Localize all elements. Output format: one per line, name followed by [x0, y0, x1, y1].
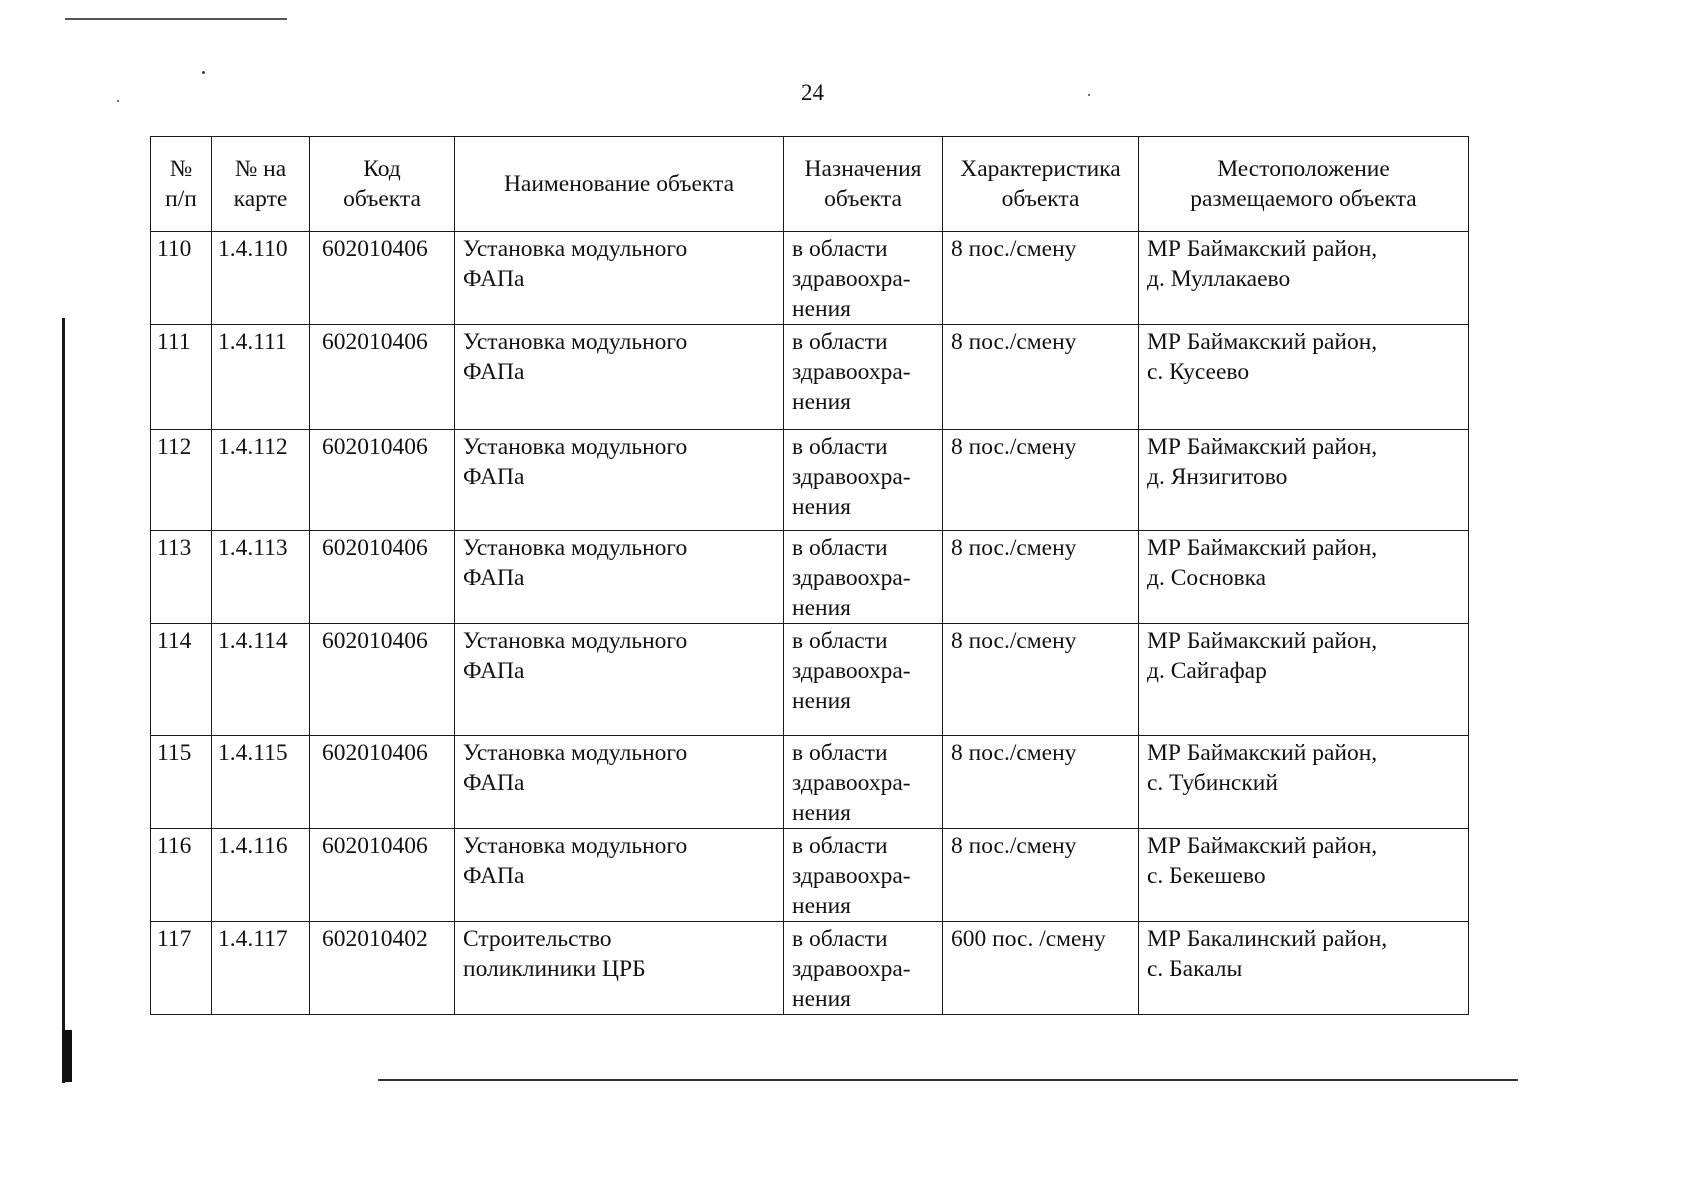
cell-object-code: 602010406 [310, 325, 455, 430]
cell-object-code: 602010406 [310, 531, 455, 624]
cell-object-location [1139, 325, 1469, 430]
cell-line: Установка модульного [463, 434, 688, 460]
table-row [151, 430, 1469, 531]
cell-object-purpose [784, 922, 943, 1015]
cell-line: нения [792, 494, 851, 520]
cell-object-location [1139, 531, 1469, 624]
cell-object-characteristic: 8 пос./смену [943, 430, 1139, 531]
cell-object-code: 602010406 [310, 232, 455, 325]
cell-line: МР Баймакский район, [1147, 740, 1378, 766]
header-object-code [310, 137, 455, 232]
cell-object-name [455, 829, 784, 922]
cell-line: ФАПа [463, 565, 525, 591]
cell-line: в области [792, 926, 888, 952]
cell-line: нения [792, 595, 851, 621]
table-row [151, 232, 1469, 325]
cell-map-number: 1.4.113 [212, 531, 310, 624]
cell-object-purpose [784, 531, 943, 624]
header-map-number [212, 137, 310, 232]
header-line: Местоположение [1217, 156, 1390, 182]
cell-line: МР Баймакский район, [1147, 434, 1378, 460]
cell-line: здравоохра- [792, 956, 911, 982]
header-line: размещаемого объекта [1190, 186, 1417, 212]
cell-row-number: 114 [151, 624, 212, 736]
cell-object-purpose [784, 325, 943, 430]
cell-line: ФАПа [463, 464, 525, 490]
cell-object-characteristic: 8 пос./смену [943, 829, 1139, 922]
cell-object-characteristic: 8 пос./смену [943, 624, 1139, 736]
header-line: объекта [824, 186, 902, 212]
cell-line: нения [792, 986, 851, 1012]
cell-row-number: 113 [151, 531, 212, 624]
cell-line: в области [792, 329, 888, 355]
cell-object-characteristic: 8 пос./смену [943, 232, 1139, 325]
cell-line: д. Муллакаево [1147, 266, 1291, 292]
cell-map-number: 1.4.117 [212, 922, 310, 1015]
header-line: Назначения [804, 156, 922, 182]
cell-line: МР Баймакский район, [1147, 329, 1378, 355]
cell-object-location [1139, 829, 1469, 922]
cell-row-number: 115 [151, 736, 212, 829]
cell-line: поликлиники ЦРБ [463, 956, 646, 982]
table-row [151, 922, 1469, 1015]
cell-object-code: 602010406 [310, 736, 455, 829]
cell-line: нения [792, 800, 851, 826]
cell-map-number: 1.4.110 [212, 232, 310, 325]
cell-object-characteristic: 600 пос. /смену [943, 922, 1139, 1015]
header-line: Код [363, 156, 401, 182]
cell-line: здравоохра- [792, 658, 911, 684]
scan-edge-shadow [62, 1030, 72, 1082]
cell-object-purpose [784, 829, 943, 922]
cell-object-purpose [784, 430, 943, 531]
header-object-characteristic [943, 137, 1139, 232]
table-row [151, 531, 1469, 624]
cell-line: с. Кусеево [1147, 359, 1250, 385]
cell-map-number: 1.4.111 [212, 325, 310, 430]
top-margin-rule [65, 18, 287, 20]
scan-speck [202, 71, 205, 74]
cell-line: Установка модульного [463, 740, 688, 766]
cell-object-name [455, 736, 784, 829]
cell-line: МР Баймакский район, [1147, 236, 1378, 262]
cell-object-location [1139, 232, 1469, 325]
cell-line: Установка модульного [463, 833, 688, 859]
cell-map-number: 1.4.112 [212, 430, 310, 531]
cell-object-location [1139, 922, 1469, 1015]
cell-line: ФАПа [463, 658, 525, 684]
cell-object-purpose [784, 736, 943, 829]
cell-line: здравоохра- [792, 863, 911, 889]
cell-map-number: 1.4.116 [212, 829, 310, 922]
cell-line: МР Баймакский район, [1147, 535, 1378, 561]
cell-line: ФАПа [463, 359, 525, 385]
cell-object-name [455, 531, 784, 624]
cell-object-name [455, 430, 784, 531]
cell-line: здравоохра- [792, 464, 911, 490]
objects-table [150, 136, 1469, 1015]
header-row [151, 137, 1469, 232]
cell-line: с. Бекешево [1147, 863, 1266, 889]
cell-line: в области [792, 740, 888, 766]
header-line: п/п [165, 186, 197, 212]
cell-line: нения [792, 688, 851, 714]
cell-line: нения [792, 389, 851, 415]
cell-object-purpose [784, 624, 943, 736]
cell-line: нения [792, 893, 851, 919]
cell-object-location [1139, 430, 1469, 531]
cell-line: с. Тубинский [1147, 770, 1278, 796]
cell-line: здравоохра- [792, 266, 911, 292]
cell-object-code: 602010406 [310, 829, 455, 922]
cell-line: в области [792, 236, 888, 262]
table-row [151, 829, 1469, 922]
scan-edge-shadow [62, 318, 65, 1083]
cell-object-characteristic: 8 пос./смену [943, 736, 1139, 829]
bottom-margin-rule [378, 1079, 1518, 1081]
cell-line: д. Сосновка [1147, 565, 1267, 591]
cell-line: д. Сайгафар [1147, 658, 1267, 684]
cell-line: МР Баймакский район, [1147, 628, 1378, 654]
header-line: № на [234, 156, 287, 182]
cell-line: Установка модульного [463, 329, 688, 355]
header-line: объекта [1001, 186, 1080, 212]
table-row [151, 736, 1469, 829]
header-line: Наименование объекта [503, 171, 735, 197]
cell-line: Установка модульного [463, 535, 688, 561]
table-body [151, 232, 1469, 1015]
cell-line: здравоохра- [792, 770, 911, 796]
cell-object-name [455, 624, 784, 736]
cell-row-number: 117 [151, 922, 212, 1015]
header-object-purpose [784, 137, 943, 232]
cell-object-location [1139, 736, 1469, 829]
cell-line: МР Бакалинский район, [1147, 926, 1388, 952]
cell-row-number: 110 [151, 232, 212, 325]
cell-line: Установка модульного [463, 236, 688, 262]
page-number: 24 [801, 80, 824, 105]
cell-line: в области [792, 628, 888, 654]
header-num [151, 137, 212, 232]
cell-object-code: 602010406 [310, 624, 455, 736]
cell-object-code: 602010406 [310, 430, 455, 531]
header-line: Характеристика [960, 156, 1121, 182]
cell-line: в области [792, 434, 888, 460]
header-line: карте [233, 186, 288, 212]
cell-object-characteristic: 8 пос./смену [943, 531, 1139, 624]
cell-object-location [1139, 624, 1469, 736]
cell-line: ФАПа [463, 863, 525, 889]
header-object-name [455, 137, 784, 232]
cell-line: здравоохра- [792, 359, 911, 385]
table-row [151, 624, 1469, 736]
cell-object-name [455, 922, 784, 1015]
cell-line: в области [792, 535, 888, 561]
cell-row-number: 112 [151, 430, 212, 531]
cell-line: нения [792, 296, 851, 322]
cell-line: с. Бакалы [1147, 956, 1243, 982]
cell-line: ФАПа [463, 266, 525, 292]
cell-object-name [455, 325, 784, 430]
cell-line: Строительство [463, 926, 612, 952]
header-line: объекта [343, 186, 421, 212]
cell-line: МР Баймакский район, [1147, 833, 1378, 859]
cell-map-number: 1.4.115 [212, 736, 310, 829]
cell-line: здравоохра- [792, 565, 911, 591]
cell-object-name [455, 232, 784, 325]
cell-line: д. Янзигитово [1147, 464, 1288, 490]
header-line: № [169, 156, 193, 182]
cell-object-characteristic: 8 пос./смену [943, 325, 1139, 430]
table-row [151, 325, 1469, 430]
cell-row-number: 111 [151, 325, 212, 430]
cell-map-number: 1.4.114 [212, 624, 310, 736]
cell-row-number: 116 [151, 829, 212, 922]
cell-line: Установка модульного [463, 628, 688, 654]
header-object-location [1139, 137, 1469, 232]
cell-line: ФАПа [463, 770, 525, 796]
cell-line: в области [792, 833, 888, 859]
cell-object-code: 602010402 [310, 922, 455, 1015]
cell-object-purpose [784, 232, 943, 325]
